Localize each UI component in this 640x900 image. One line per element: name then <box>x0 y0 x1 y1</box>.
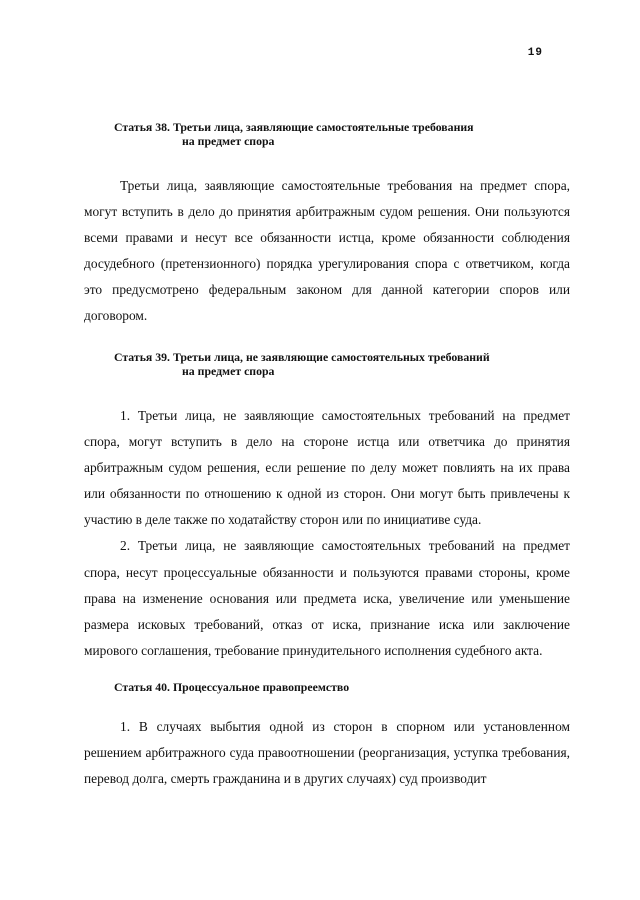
page-number: 19 <box>527 47 543 59</box>
article-heading <box>84 120 570 148</box>
article-39 <box>84 350 570 664</box>
article-heading-line2: на предмет спора <box>182 134 275 148</box>
article-heading-line2: на предмет спора <box>182 364 275 378</box>
article-40 <box>84 680 570 792</box>
article-heading-line1: Статья 38. Третьи лица, заявляющие самостоятельные требования <box>114 120 474 134</box>
article-heading <box>84 680 570 694</box>
article-heading-line1: Статья 39. Третьи лица, не заявляющие самостоятельных требований <box>114 350 490 364</box>
article-paragraph: 1. В случаях выбытия одной из сторон в спорном или установленном решением арбитражного суда правоотношении (реорганизация, уступка требования, перевод долга, смерть гражданина и в других случаях) суд производит <box>84 719 570 787</box>
article-heading-line1: Статья 40. Процессуальное правопреемство <box>114 680 350 694</box>
article-paragraph: 1. Третьи лица, не заявляющие самостоятельных требований на предмет спора, могут вступить в дело на стороне истца или ответчика до принятия арбитражным судом решения, если решение по делу может повлиять на их права или обязанности по отношению к одной из сторон. Они могут быть привлечены к участию в деле также по ходатайству сторон или по инициативе суда. <box>84 408 570 528</box>
article-38 <box>84 120 570 330</box>
article-heading <box>84 350 570 378</box>
article-paragraph: Третьи лица, заявляющие самостоятельные требования на предмет спора, могут вступить в дело до принятия арбитражным судом решения. Они пользуются всеми правами и несут все обязанности истца, кроме обязанности соблюдения досудебного (претензионного) порядка урегулирования спора с ответчиком, когда это предусмотрено федеральным законом для данной категории споров или договором. <box>84 178 570 324</box>
article-paragraph: 2. Третьи лица, не заявляющие самостоятельных требований на предмет спора, несут процессуальные обязанности и пользуются правами стороны, кроме права на изменение основания или предмета иска, увеличение или уменьшение размера исковых требований, отказ от иска, признание иска или заключение мирового соглашения, требование принудительного исполнения судебного акта. <box>84 538 570 658</box>
